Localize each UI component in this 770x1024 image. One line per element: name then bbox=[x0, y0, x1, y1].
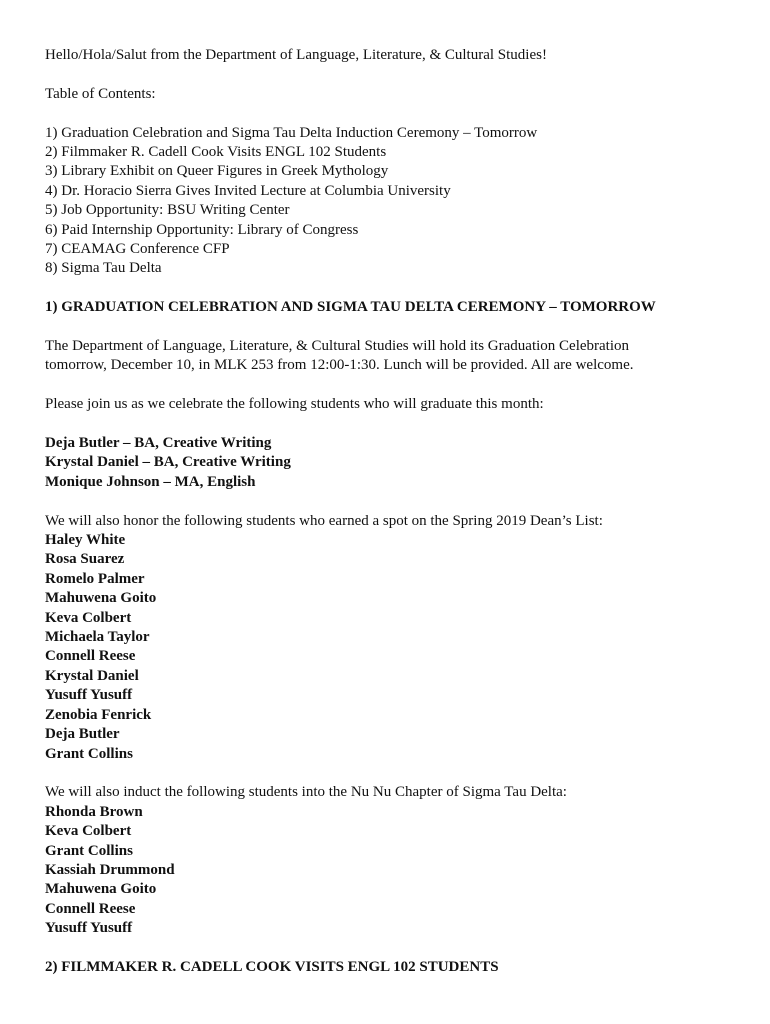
deans-list-entry: Keva Colbert bbox=[45, 609, 132, 626]
toc-item: 2) Filmmaker R. Cadell Cook Visits ENGL 102 Students bbox=[45, 144, 387, 160]
section1-intro-line2: tomorrow, December 10, in MLK 253 from 12:00-1:30. Lunch will be provided. All are welcome. bbox=[45, 357, 634, 374]
spacer bbox=[45, 104, 745, 123]
spacer bbox=[45, 318, 745, 337]
inductee-entry: Kassiah Drummond bbox=[45, 861, 175, 878]
deans-list-entry: Deja Butler bbox=[45, 726, 120, 743]
section1-heading: 1) GRADUATION CELEBRATION AND SIGMA TAU DELTA CEREMONY – TOMORROW bbox=[45, 299, 656, 316]
inductees-intro: We will also induct the following students into the Nu Nu Chapter of Sigma Tau Delta: bbox=[45, 784, 567, 801]
spacer bbox=[45, 939, 745, 958]
deans-list-intro: We will also honor the following students who earned a spot on the Spring 2019 Dean’s List: bbox=[45, 512, 603, 529]
toc-title: Table of Contents: bbox=[45, 85, 156, 102]
inductees-list bbox=[45, 803, 745, 939]
inductee-entry: Mahuwena Goito bbox=[45, 881, 157, 898]
spacer bbox=[45, 764, 745, 783]
deans-list-entry: Rosa Suarez bbox=[45, 551, 125, 568]
deans-list-entry: Zenobia Fenrick bbox=[45, 706, 152, 723]
deans-list-entry: Yusuff Yusuff bbox=[45, 687, 133, 704]
toc-item: 3) Library Exhibit on Queer Figures in Greek Mythology bbox=[45, 163, 389, 180]
graduate-entry: Krystal Daniel – BA, Creative Writing bbox=[45, 454, 291, 471]
toc-item: 8) Sigma Tau Delta bbox=[45, 260, 162, 277]
inductee-entry: Keva Colbert bbox=[45, 823, 132, 840]
deans-list-entry: Krystal Daniel bbox=[45, 667, 139, 684]
section1-intro-line1: The Department of Language, Literature, & Cultural Studies will hold its Graduation Celebration bbox=[45, 338, 630, 355]
spacer bbox=[45, 376, 745, 395]
graduates-list bbox=[45, 434, 745, 492]
graduates-intro: Please join us as we celebrate the following students who will graduate this month: bbox=[45, 396, 544, 413]
deans-list-entry: Mahuwena Goito bbox=[45, 590, 157, 607]
graduate-entry: Monique Johnson – MA, English bbox=[45, 473, 256, 490]
section2-heading: 2) FILMMAKER R. CADELL COOK VISITS ENGL 102 STUDENTS bbox=[45, 958, 499, 975]
toc-item: 7) CEAMAG Conference CFP bbox=[45, 241, 230, 258]
spacer bbox=[45, 65, 745, 84]
deans-list-entry: Michaela Taylor bbox=[45, 629, 150, 646]
inductee-entry: Grant Collins bbox=[45, 842, 133, 859]
spacer bbox=[45, 492, 745, 511]
deans-list-entry: Haley White bbox=[45, 532, 126, 549]
spacer bbox=[45, 415, 745, 434]
deans-list bbox=[45, 531, 745, 764]
deans-list-entry: Connell Reese bbox=[45, 648, 136, 665]
spacer bbox=[45, 279, 745, 298]
inductee-entry: Connell Reese bbox=[45, 900, 136, 917]
inductee-entry: Yusuff Yusuff bbox=[45, 920, 133, 937]
toc-list bbox=[45, 124, 745, 279]
toc-item: 6) Paid Internship Opportunity: Library of Congress bbox=[45, 221, 359, 238]
toc-item: 5) Job Opportunity: BSU Writing Center bbox=[45, 202, 290, 219]
graduate-entry: Deja Butler – BA, Creative Writing bbox=[45, 435, 272, 452]
newsletter-document bbox=[45, 46, 745, 977]
toc-item: 1) Graduation Celebration and Sigma Tau Delta Induction Ceremony – Tomorrow bbox=[45, 124, 538, 141]
greeting: Hello/Hola/Salut from the Department of Language, Literature, & Cultural Studies! bbox=[45, 47, 547, 63]
deans-list-entry: Grant Collins bbox=[45, 745, 133, 762]
toc-item: 4) Dr. Horacio Sierra Gives Invited Lecture at Columbia University bbox=[45, 182, 451, 199]
inductee-entry: Rhonda Brown bbox=[45, 803, 143, 820]
deans-list-entry: Romelo Palmer bbox=[45, 570, 145, 587]
